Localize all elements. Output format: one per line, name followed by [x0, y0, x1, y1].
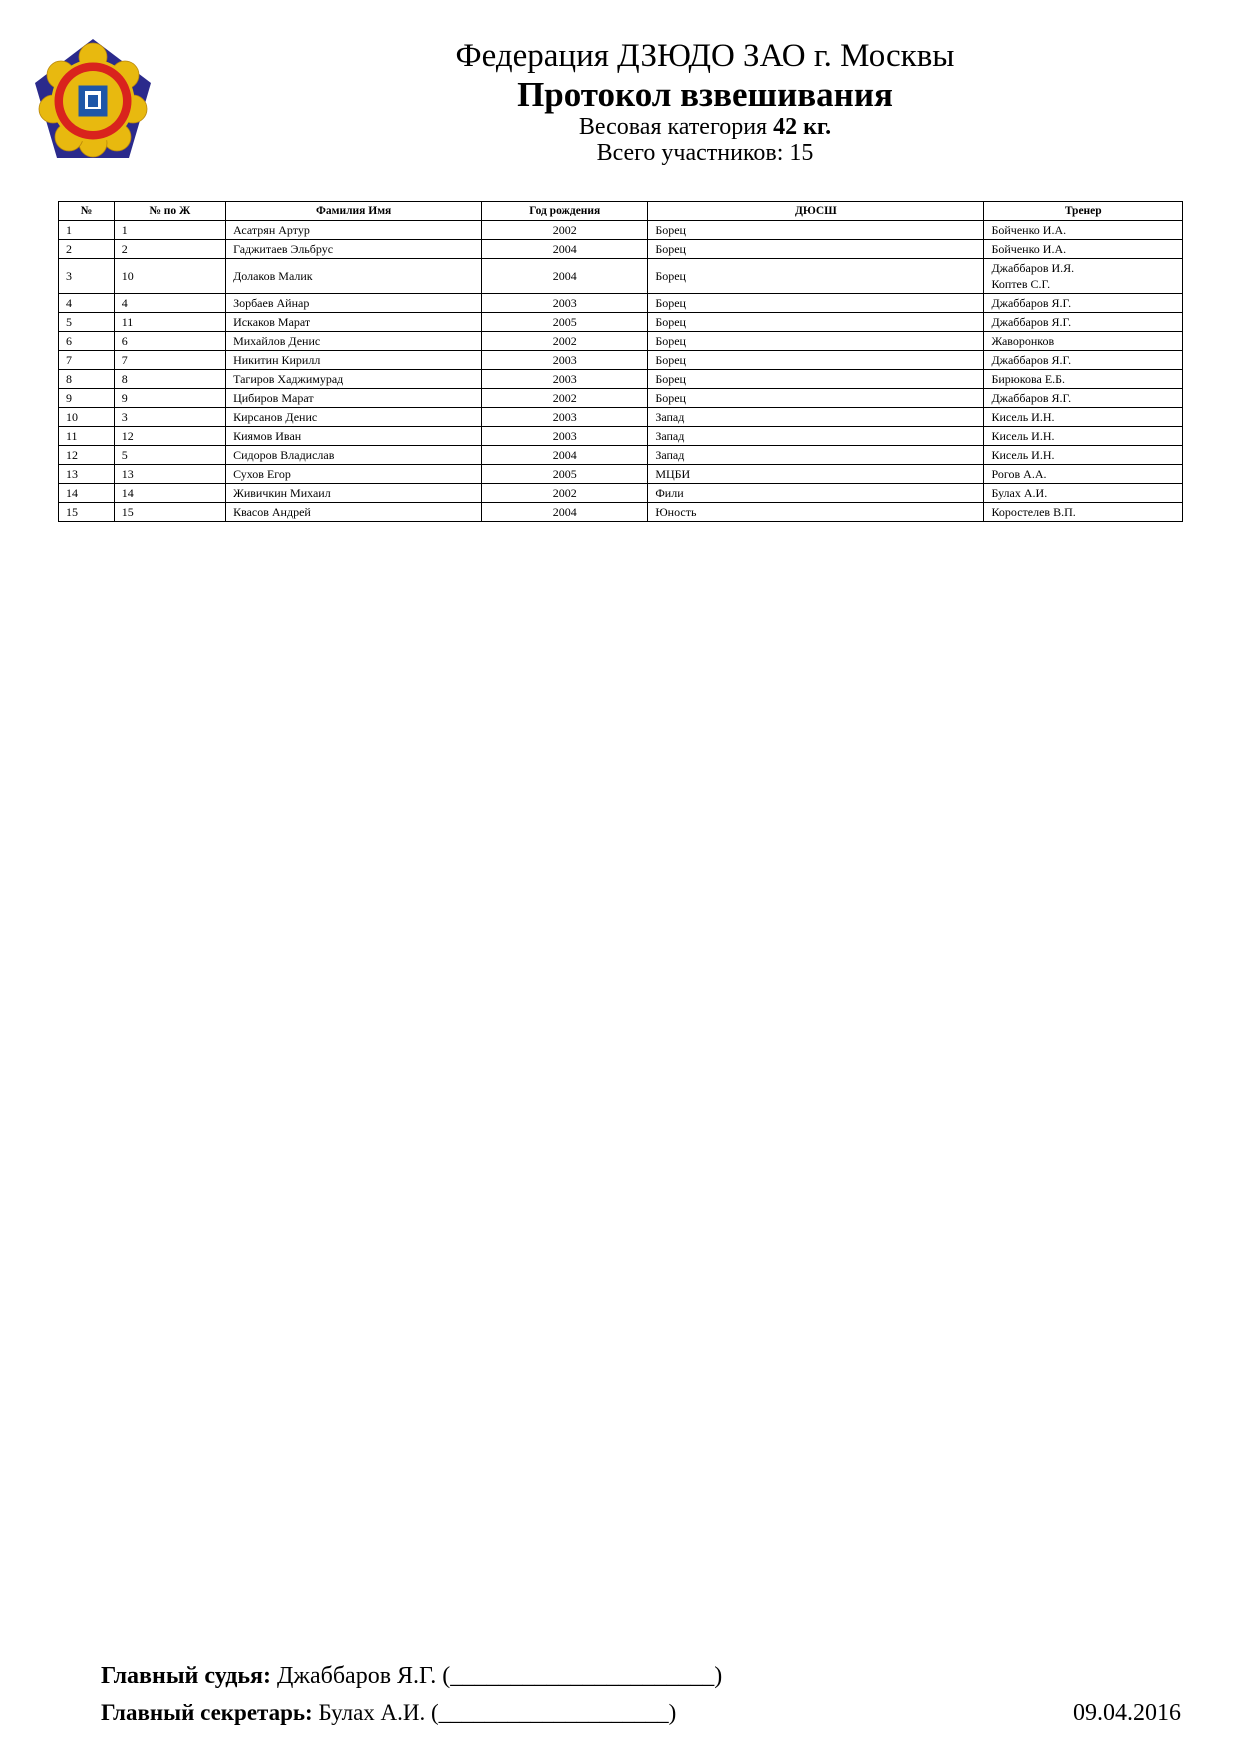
chief-judge-signature: (______________________)	[442, 1663, 723, 1689]
document-date: 09.04.2016	[1073, 1700, 1181, 1726]
cell-name: Асатрян Артур	[226, 221, 482, 240]
cell-coach: Джаббаров Я.Г.	[984, 313, 1183, 332]
cell-name: Михайлов Денис	[226, 332, 482, 351]
cell-coach: Кисель И.Н.	[984, 408, 1183, 427]
cell-coach: Кисель И.Н.	[984, 446, 1183, 465]
table-row	[59, 313, 1183, 332]
cell-school: Борец	[648, 294, 984, 313]
document-header	[300, 36, 1110, 166]
cell-school: Борец	[648, 370, 984, 389]
cell-draw: 10	[114, 259, 225, 294]
table-row	[59, 465, 1183, 484]
cell-school: Борец	[648, 313, 984, 332]
cell-year: 2004	[482, 240, 648, 259]
cell-number: 15	[59, 503, 115, 522]
cell-year: 2003	[482, 427, 648, 446]
table-row	[59, 240, 1183, 259]
cell-draw: 4	[114, 294, 225, 313]
chief-judge-label: Главный судья:	[101, 1663, 272, 1689]
cell-year: 2005	[482, 313, 648, 332]
chief-secretary-signature: (____________________)	[431, 1700, 677, 1725]
cell-coach: Кисель И.Н.	[984, 427, 1183, 446]
cell-number: 14	[59, 484, 115, 503]
participants-count: Всего участников: 15	[596, 140, 814, 166]
cell-year: 2002	[482, 332, 648, 351]
cell-name: Зорбаев Айнар	[226, 294, 482, 313]
table-row	[59, 389, 1183, 408]
weight-category	[300, 114, 1110, 140]
cell-name: Киямов Иван	[226, 427, 482, 446]
cell-draw: 8	[114, 370, 225, 389]
weight-category-value: 42 кг.	[773, 114, 832, 140]
cell-name: Живичкин Михаил	[226, 484, 482, 503]
cell-number: 8	[59, 370, 115, 389]
table-row	[59, 484, 1183, 503]
table-row	[59, 351, 1183, 370]
table-row	[59, 370, 1183, 389]
table-header-row	[59, 202, 1183, 221]
cell-school: Фили	[648, 484, 984, 503]
cell-number: 2	[59, 240, 115, 259]
cell-name: Квасов Андрей	[226, 503, 482, 522]
cell-year: 2002	[482, 221, 648, 240]
cell-school: Борец	[648, 351, 984, 370]
cell-year: 2004	[482, 503, 648, 522]
table-row	[59, 503, 1183, 522]
cell-coach: Джаббаров Я.Г.	[984, 351, 1183, 370]
column-header: Тренер	[984, 202, 1183, 221]
cell-year: 2004	[482, 259, 648, 294]
cell-name: Никитин Кирилл	[226, 351, 482, 370]
coach-line: Джаббаров И.Я.	[991, 261, 1075, 275]
table-row	[59, 221, 1183, 240]
cell-draw: 12	[114, 427, 225, 446]
column-header: №	[59, 202, 115, 221]
weigh-in-table	[58, 201, 1183, 522]
cell-school: Борец	[648, 240, 984, 259]
cell-number: 10	[59, 408, 115, 427]
cell-name: Долаков Малик	[226, 259, 482, 294]
cell-name: Искаков Марат	[226, 313, 482, 332]
table-row	[59, 294, 1183, 313]
table-row	[59, 408, 1183, 427]
cell-year: 2003	[482, 408, 648, 427]
cell-number: 3	[59, 259, 115, 294]
cell-number: 5	[59, 313, 115, 332]
cell-number: 4	[59, 294, 115, 313]
cell-number: 9	[59, 389, 115, 408]
cell-number: 7	[59, 351, 115, 370]
chief-judge-line	[101, 1663, 1181, 1690]
cell-school: МЦБИ	[648, 465, 984, 484]
chief-judge-name: Джаббаров Я.Г.	[277, 1663, 437, 1689]
cell-name: Тагиров Хаджимурад	[226, 370, 482, 389]
column-header: № по Ж	[114, 202, 225, 221]
coach-line: Коптев С.Г.	[991, 277, 1051, 291]
cell-number: 11	[59, 427, 115, 446]
cell-name: Кирсанов Денис	[226, 408, 482, 427]
cell-school: Юность	[648, 503, 984, 522]
cell-draw: 7	[114, 351, 225, 370]
chief-secretary-name: Булах А.И.	[318, 1700, 426, 1725]
cell-school: Борец	[648, 389, 984, 408]
cell-year: 2003	[482, 351, 648, 370]
cell-year: 2002	[482, 484, 648, 503]
cell-draw: 1	[114, 221, 225, 240]
cell-coach	[984, 259, 1183, 294]
cell-coach: Бойченко И.А.	[984, 221, 1183, 240]
table-row	[59, 332, 1183, 351]
cell-year: 2005	[482, 465, 648, 484]
chief-secretary-label: Главный секретарь:	[101, 1700, 313, 1725]
cell-draw: 13	[114, 465, 225, 484]
cell-number: 1	[59, 221, 115, 240]
cell-name: Цибиров Марат	[226, 389, 482, 408]
cell-coach: Бирюкова Е.Б.	[984, 370, 1183, 389]
cell-name: Сидоров Владислав	[226, 446, 482, 465]
cell-draw: 9	[114, 389, 225, 408]
cell-draw: 14	[114, 484, 225, 503]
cell-coach: Рогов А.А.	[984, 465, 1183, 484]
cell-coach: Джаббаров Я.Г.	[984, 389, 1183, 408]
cell-draw: 2	[114, 240, 225, 259]
cell-year: 2002	[482, 389, 648, 408]
cell-draw: 6	[114, 332, 225, 351]
federation-name: Федерация ДЗЮДО ЗАО г. Москвы	[455, 38, 955, 74]
document-title: Протокол взвешивания	[517, 75, 893, 114]
cell-coach: Бойченко И.А.	[984, 240, 1183, 259]
cell-number: 6	[59, 332, 115, 351]
cell-school: Борец	[648, 332, 984, 351]
cell-school: Борец	[648, 221, 984, 240]
cell-school: Запад	[648, 446, 984, 465]
cell-name: Сухов Егор	[226, 465, 482, 484]
column-header: ДЮСШ	[648, 202, 984, 221]
cell-coach: Жаворонков	[984, 332, 1183, 351]
column-header: Год рождения	[482, 202, 648, 221]
cell-draw: 5	[114, 446, 225, 465]
table-row	[59, 427, 1183, 446]
chief-secretary-line	[101, 1700, 1181, 1726]
weight-category-label: Весовая категория	[578, 114, 768, 140]
table-row	[59, 446, 1183, 465]
cell-name: Гаджитаев Эльбрус	[226, 240, 482, 259]
cell-school: Борец	[648, 259, 984, 294]
cell-year: 2003	[482, 370, 648, 389]
cell-year: 2003	[482, 294, 648, 313]
cell-number: 12	[59, 446, 115, 465]
cell-number: 13	[59, 465, 115, 484]
cell-draw: 15	[114, 503, 225, 522]
cell-school: Запад	[648, 408, 984, 427]
column-header: Фамилия Имя	[226, 202, 482, 221]
cell-draw: 11	[114, 313, 225, 332]
cell-draw: 3	[114, 408, 225, 427]
federation-emblem	[33, 37, 153, 161]
cell-coach: Булах А.И.	[984, 484, 1183, 503]
cell-coach: Джаббаров Я.Г.	[984, 294, 1183, 313]
cell-school: Запад	[648, 427, 984, 446]
cell-coach: Коростелев В.П.	[984, 503, 1183, 522]
table-row	[59, 259, 1183, 294]
cell-year: 2004	[482, 446, 648, 465]
